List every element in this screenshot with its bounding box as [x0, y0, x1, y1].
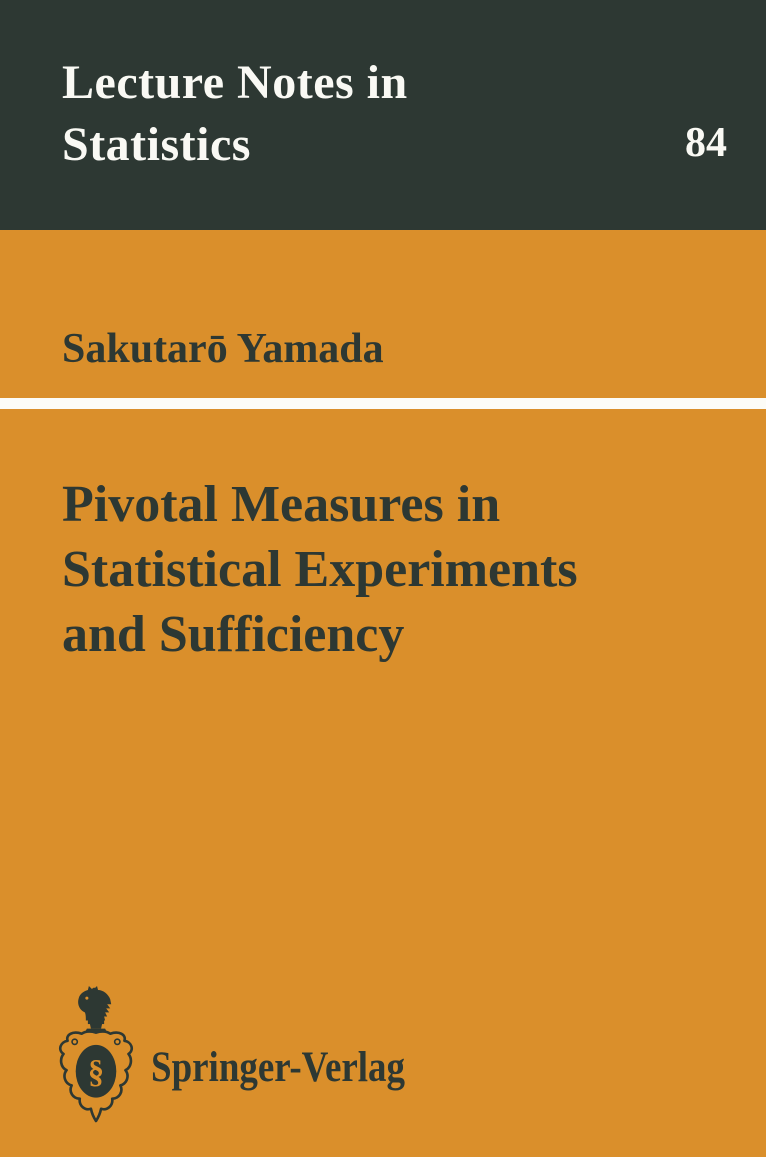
- pedestal-stem: [90, 1024, 102, 1029]
- book-title-line2: Statistical Experiments: [62, 541, 578, 598]
- publisher-name: Springer-Verlag: [151, 1044, 406, 1091]
- divider-stripe: [0, 398, 766, 409]
- series-header-band: [0, 0, 766, 230]
- series-title: [62, 52, 408, 176]
- series-title-line2: Statistics: [62, 118, 251, 171]
- springer-monogram: §: [87, 1054, 105, 1091]
- book-title-line3: and Sufficiency: [62, 606, 405, 663]
- crest-scroll-left: [72, 1039, 77, 1044]
- crest-scroll-right: [115, 1039, 120, 1044]
- series-volume-number: 84: [685, 120, 727, 166]
- series-title-line1: Lecture Notes in: [62, 56, 408, 109]
- knight-eye: [85, 997, 88, 1000]
- springer-knight-crest-icon: [56, 986, 136, 1124]
- book-title-line1: Pivotal Measures in: [62, 476, 501, 533]
- publisher-block: [0, 980, 766, 1125]
- author-name: Sakutarō Yamada: [62, 326, 384, 372]
- knight-silhouette: [78, 986, 111, 1021]
- book-title: [62, 472, 578, 667]
- pedestal-cap: [88, 1021, 104, 1025]
